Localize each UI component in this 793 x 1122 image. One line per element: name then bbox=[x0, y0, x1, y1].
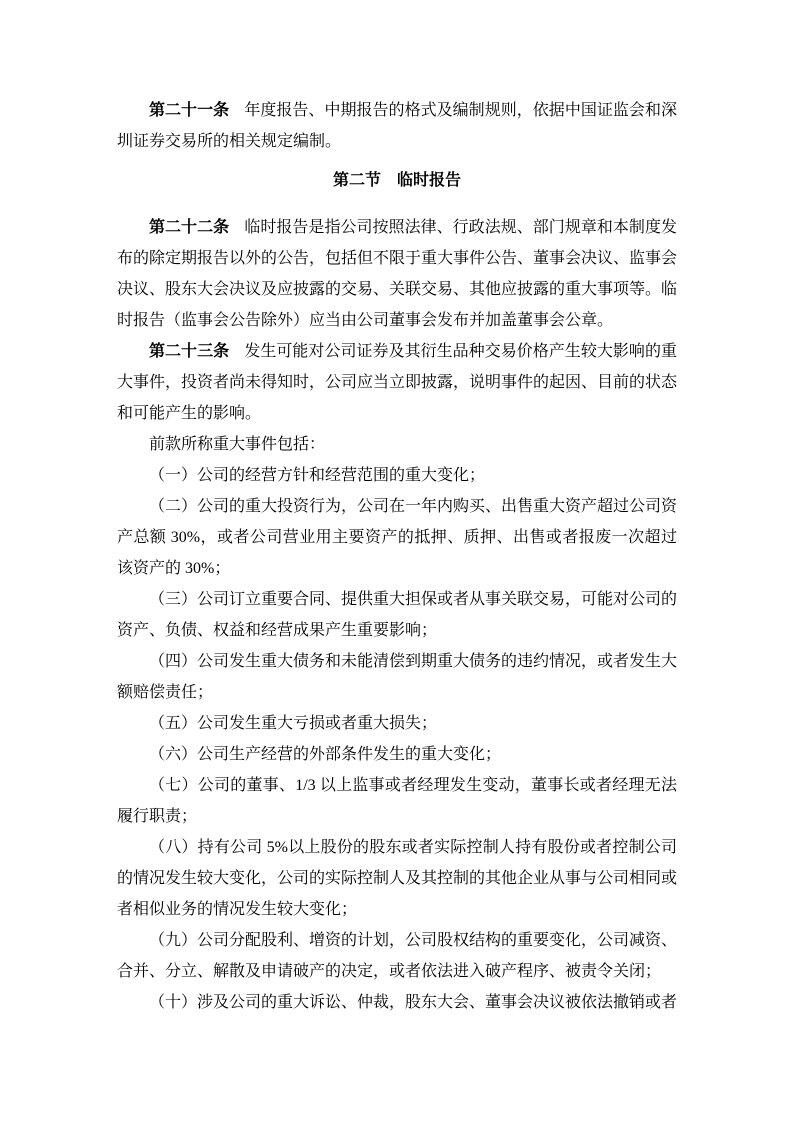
body-paragraph bbox=[117, 429, 677, 460]
article-paragraph bbox=[117, 336, 677, 429]
paragraph-text: 年度报告、中期报告的格式及编制规则，依据中国证监会和深圳证券交易所的相关规定编制。 bbox=[117, 102, 677, 150]
list-item bbox=[117, 832, 677, 925]
paragraph-text: （三）公司订立重要合同、提供重大担保或者从事关联交易，可能对公司的资产、负债、权益和经营成果产生重要影响； bbox=[117, 591, 678, 639]
article-number: 第二十一条 bbox=[149, 102, 230, 119]
list-item bbox=[117, 491, 677, 584]
paragraph-text: （四）公司发生重大债务和未能清偿到期重大债务的违约情况，或者发生大额赔偿责任； bbox=[117, 653, 678, 701]
list-item bbox=[117, 925, 677, 987]
list-item bbox=[117, 770, 677, 832]
article-number: 第二十二条 bbox=[149, 219, 230, 236]
article-paragraph bbox=[117, 212, 677, 336]
article-number: 第二十三条 bbox=[149, 343, 230, 360]
list-item bbox=[117, 708, 677, 739]
list-item bbox=[117, 584, 677, 646]
paragraph-text: （二）公司的重大投资行为，公司在一年内购买、出售重大资产超过公司资产总额 30%，或者公司营业用主要资产的抵押、质押、出售或者报废一次超过该资产的 30%； bbox=[117, 498, 678, 577]
paragraph-text: （十）涉及公司的重大诉讼、仲裁，股东大会、董事会决议被依法撤销或者 bbox=[149, 994, 678, 1011]
paragraph-text: 前款所称重大事件包括： bbox=[149, 436, 326, 453]
list-item bbox=[117, 987, 677, 1018]
paragraph-text: （五）公司发生重大亏损或者重大损失； bbox=[149, 715, 438, 732]
paragraph-text: 发生可能对公司证券及其衍生品种交易价格产生较大影响的重大事件，投资者尚未得知时，公司应当立即披露，说明事件的起因、目前的状态和可能产生的影响。 bbox=[117, 343, 678, 422]
paragraph-text: 临时报告是指公司按照法律、行政法规、部门规章和本制度发布的除定期报告以外的公告，包括但不限于重大事件公告、董事会决议、监事会决议、股东大会决议及应披露的交易、关联交易、其他应披露的重大事项等。临时报告（监事会公告除外）应当由公司董事会发布并加盖董事会公章。 bbox=[117, 219, 678, 329]
paragraph-text: （一）公司的经营方针和经营范围的重大变化； bbox=[149, 467, 486, 484]
list-item bbox=[117, 646, 677, 708]
paragraph-text: （六）公司生产经营的外部条件发生的重大变化； bbox=[149, 746, 502, 763]
section-heading: 第二节 临时报告 bbox=[332, 172, 461, 189]
article-paragraph bbox=[117, 95, 677, 157]
document-content bbox=[117, 95, 677, 1018]
list-item bbox=[117, 460, 677, 491]
paragraph-text: （八）持有公司 5%以上股份的股东或者实际控制人持有股份或者控制公司的情况发生较大变化，公司的实际控制人及其控制的其他企业从事与公司相同或者相似业务的情况发生较大变化； bbox=[117, 839, 678, 918]
paragraph-text: （九）公司分配股利、增资的计划，公司股权结构的重要变化，公司减资、合并、分立、解散及申请破产的决定，或者依法进入破产程序、被责令关闭； bbox=[117, 932, 678, 980]
paragraph-text: （七）公司的董事、1/3 以上监事或者经理发生变动，董事长或者经理无法履行职责； bbox=[117, 777, 677, 825]
list-item bbox=[117, 739, 677, 770]
